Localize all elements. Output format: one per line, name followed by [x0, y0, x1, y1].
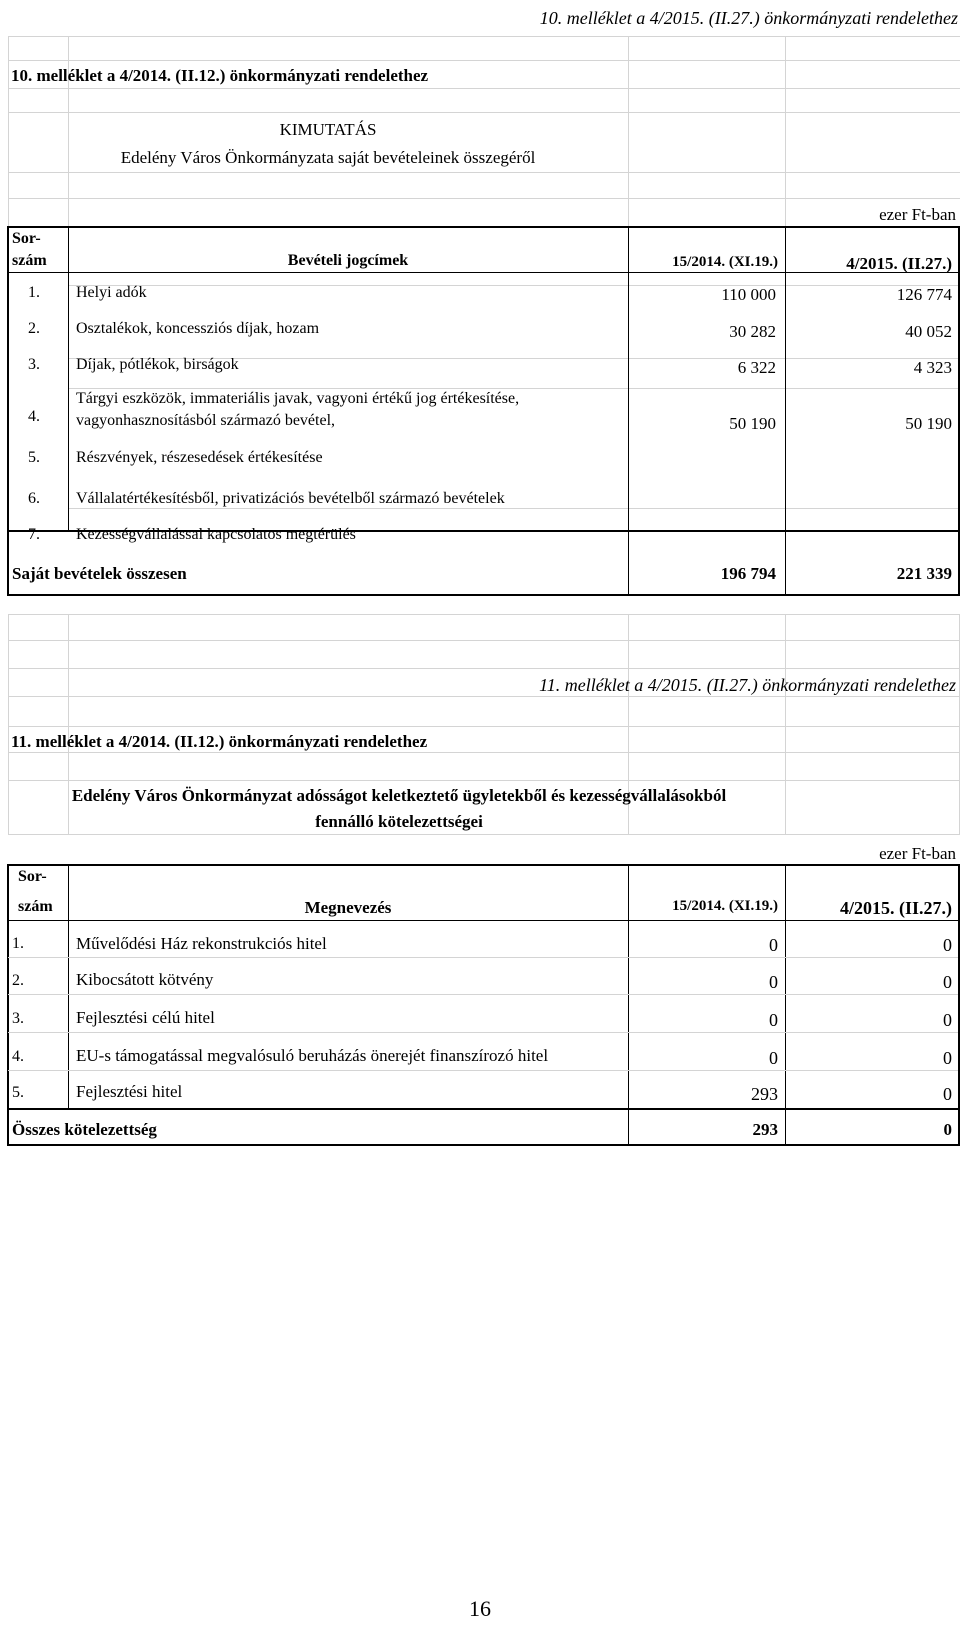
total-label: Saját bevételek összesen: [12, 564, 187, 583]
row-name: Osztalékok, koncessziós díjak, hozam: [76, 320, 320, 337]
table2-header-sor-top: Sor-: [18, 868, 47, 885]
row-value-col1: 0: [769, 1048, 778, 1068]
row-name-line2: vagyonhasznosításból származó bevétel,: [76, 412, 336, 429]
row-value-col2: 0: [943, 935, 952, 955]
report-subtitle: Edelény Város Önkormányzata saját bevételeinek összegéről: [120, 148, 536, 167]
row-name: Vállalatértékesítésből, privatizációs bevételből származó bevételek: [76, 490, 505, 507]
row-name: Fejlesztési hitel: [76, 1082, 183, 1101]
row-name: Művelődési Ház rekonstrukciós hitel: [76, 934, 327, 953]
table-row: 2.: [28, 320, 40, 337]
table-row: 7.: [28, 526, 40, 543]
debt-title-line1: Edelény Város Önkormányzat adósságot keletkeztető ügyletekből és kezességvállalásokból: [71, 786, 727, 805]
table2-header-col2: 4/2015. (II.27.): [840, 898, 952, 918]
table1-header-sor-top: Sor-: [12, 230, 41, 247]
annex-new-heading-1: 10. melléklet a 4/2015. (II.27.) önkormányzati rendelethez: [539, 8, 958, 28]
row-value-col2: 0: [943, 1010, 952, 1030]
row-value-col2: 0: [943, 972, 952, 992]
row-value-col1: 0: [769, 972, 778, 992]
annex-new-heading-2: 11. melléklet a 4/2015. (II.27.) önkormányzati rendelethez: [539, 675, 956, 695]
row-value-col2: 40 052: [905, 322, 952, 341]
row-value-col1: 0: [769, 1010, 778, 1030]
total-value-col2: 221 339: [896, 564, 952, 583]
table-row: 3.: [28, 356, 40, 373]
row-value-col1: 0: [769, 935, 778, 955]
row-name: EU-s támogatással megvalósuló beruházás önerejét finanszírozó hitel: [76, 1046, 549, 1065]
row-name-line1: Tárgyi eszközök, immateriális javak, vagyoni értékű jog értékesítése,: [76, 390, 520, 407]
row-name: Részvények, részesedések értékesítése: [76, 449, 323, 466]
row-name: Fejlesztési célú hitel: [76, 1008, 215, 1027]
table-row: 4.: [12, 1048, 24, 1065]
table-row: 3.: [12, 1010, 24, 1027]
table1-header-col1: 15/2014. (XI.19.): [672, 254, 778, 270]
row-name: Helyi adók: [76, 284, 147, 301]
row-name: Kezességvállalással kapcsolatos megtérülés: [76, 526, 356, 543]
row-value-col2: 4 323: [913, 358, 952, 377]
table-row: 2.: [12, 972, 24, 989]
row-name: Kibocsátott kötvény: [76, 970, 214, 989]
table-row: 4.: [28, 408, 40, 425]
table1-header-col2: 4/2015. (II.27.): [846, 254, 952, 273]
table-row: 1.: [12, 935, 24, 952]
row-value-col1: 50 190: [729, 414, 776, 433]
table1-header-sor-bottom: szám: [12, 252, 47, 269]
row-value-col2: 126 774: [896, 285, 952, 304]
table-row: 6.: [28, 490, 40, 507]
page-number: 16: [469, 1596, 491, 1621]
debt-title-line2: fennálló kötelezettségei: [315, 812, 483, 831]
table1-header-name: Bevételi jogcímek: [287, 252, 409, 269]
total-value-col2: 0: [943, 1120, 952, 1139]
row-value-col1: 293: [751, 1084, 778, 1104]
table2-header-col1: 15/2014. (XI.19.): [672, 898, 778, 914]
row-value-col1: 110 000: [721, 285, 776, 304]
row-value-col1: 30 282: [729, 322, 776, 341]
report-title: KIMUTATÁS: [279, 120, 377, 139]
table-row: 5.: [28, 449, 40, 466]
row-value-col2: 0: [943, 1084, 952, 1104]
table-row: 5.: [12, 1084, 24, 1101]
table-row: 1.: [28, 284, 40, 301]
annex-old-heading-1: 10. melléklet a 4/2014. (II.12.) önkormányzati rendelethez: [11, 66, 429, 85]
annex-old-heading-2: 11. melléklet a 4/2014. (II.12.) önkormányzati rendelethez: [11, 732, 428, 751]
row-value-col1: 6 322: [737, 358, 776, 377]
unit-label-2: ezer Ft-ban: [879, 844, 956, 863]
row-name: Díjak, pótlékok, birságok: [76, 356, 239, 373]
table2-header-name: Megnevezés: [304, 898, 392, 917]
total-label: Összes kötelezettség: [12, 1120, 157, 1139]
total-value-col1: 196 794: [720, 564, 776, 583]
table2-header-sor-bottom: szám: [18, 898, 53, 915]
total-value-col1: 293: [752, 1120, 778, 1139]
row-value-col2: 0: [943, 1048, 952, 1068]
unit-label-1: ezer Ft-ban: [879, 205, 956, 224]
row-value-col2: 50 190: [905, 414, 952, 433]
